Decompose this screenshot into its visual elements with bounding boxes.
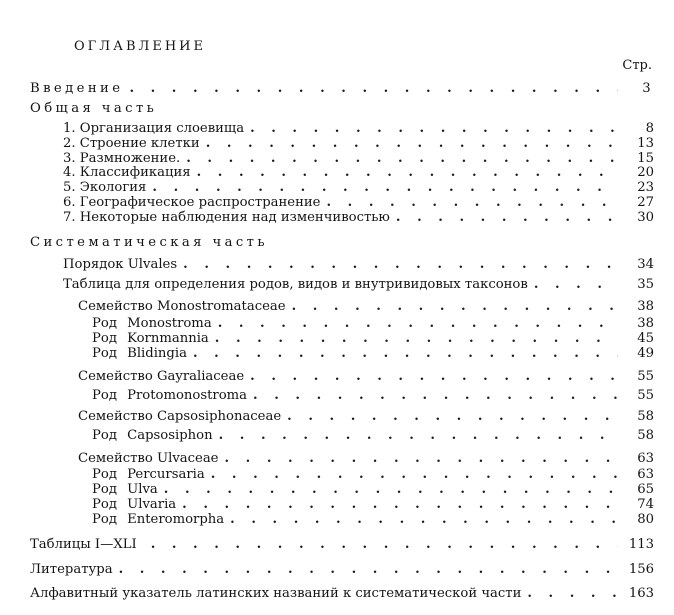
toc-entry-label: Род Ulva — [92, 482, 158, 497]
toc-page-number: 20 — [637, 165, 654, 180]
toc-entry-genus-monostroma[interactable] — [92, 317, 654, 330]
toc-entry-genus-percursaria[interactable] — [92, 468, 654, 481]
toc-section-general[interactable] — [30, 102, 654, 115]
dot-leader — [218, 317, 618, 330]
toc-entry-genus-blidingia[interactable] — [92, 347, 654, 360]
toc-entry-index[interactable] — [30, 587, 654, 600]
toc-page-number: 55 — [637, 369, 654, 384]
toc-entry-classification[interactable] — [63, 166, 654, 179]
toc-page-number: 38 — [637, 316, 654, 331]
toc-entry-label: Введение — [30, 81, 124, 96]
page-title: ОГЛАВЛЕНИЕ — [74, 39, 207, 54]
toc-page-number: 65 — [637, 482, 654, 497]
dot-leader — [287, 410, 618, 423]
toc-page-number: 35 — [637, 277, 654, 292]
toc-entry-family-monostromataceae[interactable] — [78, 300, 654, 313]
toc-entry-label: 4. Классификация — [63, 165, 191, 180]
toc-page-number: 113 — [628, 537, 654, 552]
toc-entry-label: 1. Организация слоевища — [63, 121, 245, 136]
dot-leader — [219, 429, 618, 442]
dot-leader — [151, 538, 618, 551]
toc-entry-literature[interactable] — [30, 563, 654, 576]
dot-leader — [253, 389, 618, 402]
toc-entry-label: 3. Размножение. — [63, 151, 181, 166]
dot-leader — [129, 82, 618, 95]
toc-entry-variability[interactable] — [63, 211, 654, 224]
toc-entry-genus-enteromorpha[interactable] — [92, 513, 654, 526]
toc-page-number: 15 — [637, 151, 654, 166]
toc-entry-label: Семейство Monostromataceae — [78, 299, 286, 314]
toc-entry-label: Род Ulvaria — [92, 497, 177, 512]
toc-entry-order-ulvales[interactable] — [63, 258, 654, 271]
dot-leader — [327, 196, 619, 209]
toc-section-systematic[interactable] — [30, 236, 654, 249]
toc-entry-label: Род Capsosiphon — [92, 428, 213, 443]
toc-entry-family-capsosiphonaceae[interactable] — [78, 410, 654, 423]
toc-entry-genus-ulvaria[interactable] — [92, 498, 654, 511]
toc-entry-genus-kornmannia[interactable] — [92, 332, 654, 345]
dot-leader — [527, 587, 618, 600]
toc-entry-family-ulvaceae[interactable] — [78, 452, 654, 465]
toc-page-number: 13 — [637, 136, 654, 151]
dot-leader — [250, 122, 618, 135]
dot-leader — [534, 278, 618, 291]
toc-entry-label: Семейство Ulvaceae — [78, 451, 219, 466]
toc-entry-label: Порядок Ulvales — [63, 257, 178, 272]
toc-page-number: 63 — [637, 451, 654, 466]
toc-entry-genus-capsosiphon[interactable] — [92, 429, 654, 442]
toc-entry-genus-protomonostroma[interactable] — [92, 389, 654, 402]
toc-entry-label: 2. Строение клетки — [63, 136, 200, 151]
toc-entry-label: 6. Географическое распространение — [63, 195, 321, 210]
toc-page-number: 38 — [637, 299, 654, 314]
toc-page-number: 34 — [637, 257, 654, 272]
toc-page-number: 3 — [642, 81, 654, 96]
page-column-header: Стр. — [622, 58, 652, 73]
toc-page-number: 55 — [637, 388, 654, 403]
toc-page-number: 23 — [637, 180, 654, 195]
toc-entry-label: Род Monostroma — [92, 316, 212, 331]
toc-entry-label: Род Percursaria — [92, 467, 205, 482]
dot-leader — [292, 300, 618, 313]
toc-entry-label: 7. Некоторые наблюдения над изменчивостью — [63, 210, 390, 225]
toc-page-number: 80 — [637, 512, 654, 527]
dot-leader — [152, 181, 618, 194]
toc-entry-plates[interactable] — [30, 538, 654, 551]
toc-entry-label: Род Enteromorpha — [92, 512, 225, 527]
toc-page-number: 8 — [645, 121, 654, 136]
dot-leader — [183, 258, 618, 271]
toc-section-label: Общая часть — [30, 101, 158, 116]
toc-entry-organization[interactable] — [63, 122, 654, 135]
toc-page-number: 58 — [637, 428, 654, 443]
toc-entry-genus-ulva[interactable] — [92, 483, 654, 496]
dot-leader — [186, 152, 618, 165]
dot-leader — [211, 468, 618, 481]
toc-page-number: 30 — [637, 210, 654, 225]
toc-page-number: 45 — [637, 331, 654, 346]
dot-leader — [250, 370, 618, 383]
dot-leader — [230, 513, 618, 526]
dot-leader — [193, 347, 618, 360]
toc-page-number: 27 — [637, 195, 654, 210]
dot-leader — [197, 166, 618, 179]
toc-page-number: 156 — [628, 562, 654, 577]
toc-page-number: 63 — [637, 467, 654, 482]
dot-leader — [215, 332, 618, 345]
toc-entry-ecology[interactable] — [63, 181, 654, 194]
toc-entry-label: Таблицы I—XLI — [30, 537, 137, 552]
toc-entry-family-gayraliaceae[interactable] — [78, 370, 654, 383]
dot-leader — [182, 498, 618, 511]
toc-entry-key-table[interactable] — [63, 278, 654, 291]
toc-page-number: 49 — [637, 346, 654, 361]
toc-entry-label: Семейство Capsosiphonaceae — [78, 409, 282, 424]
toc-entry-cell-structure[interactable] — [63, 137, 654, 150]
toc-section-label: Систематическая часть — [30, 235, 268, 250]
dot-leader — [396, 211, 618, 224]
toc-entry-label: Род Kornmannia — [92, 331, 209, 346]
toc-page-number: 58 — [637, 409, 654, 424]
dot-leader — [206, 137, 618, 150]
toc-page-number: 163 — [628, 586, 654, 601]
toc-page-number: 74 — [637, 497, 654, 512]
toc-entry-label: 5. Экология — [63, 180, 147, 195]
toc-entry-label: Семейство Gayraliaceae — [78, 369, 245, 384]
toc-entry-label: Род Blidingia — [92, 346, 187, 361]
dot-leader — [224, 452, 618, 465]
toc-entry-reproduction[interactable] — [63, 152, 654, 165]
toc-entry-label: Род Protomonostroma — [92, 388, 248, 403]
toc-entry-geography[interactable] — [63, 196, 654, 209]
toc-entry-label: Алфавитный указатель латинских названий к систематической части — [30, 586, 522, 601]
toc-entry-label: Литература — [30, 562, 113, 577]
toc-entry-introduction[interactable] — [30, 82, 654, 95]
toc-entry-label: Таблица для определения родов, видов и внутривидовых таксонов — [63, 277, 528, 292]
dot-leader — [119, 563, 618, 576]
dot-leader — [164, 483, 618, 496]
